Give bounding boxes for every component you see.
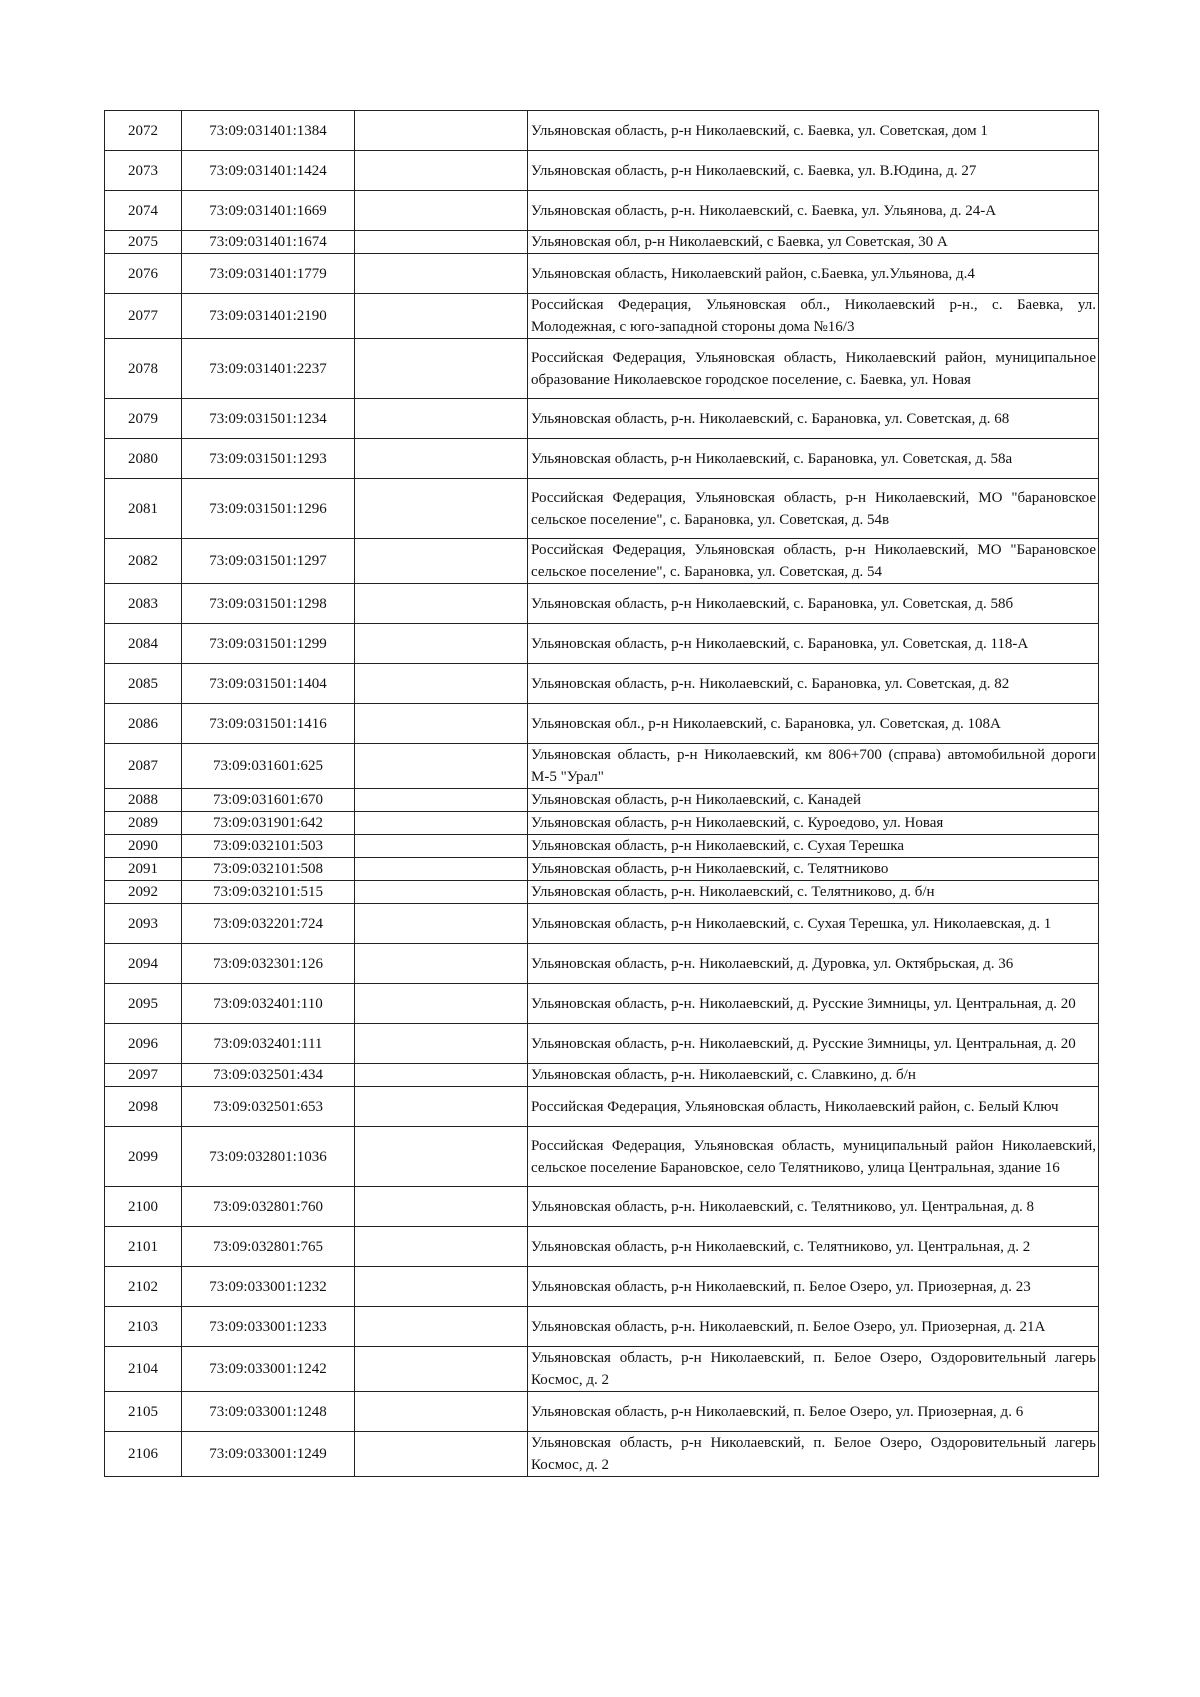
row-number: 2105 [105, 1392, 182, 1432]
table-row [105, 231, 1099, 254]
table-row [105, 744, 1099, 789]
address-cell: Российская Федерация, Ульяновская область, р-н Николаевский, МО "Барановское сельское поселение", с. Барановка, ул. Советская, д. 54 [528, 539, 1099, 584]
table-row [105, 789, 1099, 812]
cadastral-number: 73:09:033001:1233 [182, 1307, 355, 1347]
row-number: 2087 [105, 744, 182, 789]
address-cell: Ульяновская область, Николаевский район, с.Баевка, ул.Ульянова, д.4 [528, 254, 1099, 294]
address-cell: Ульяновская область, р-н Николаевский, п. Белое Озеро, ул. Приозерная, д. 6 [528, 1392, 1099, 1432]
address-cell: Ульяновская область, р-н Николаевский, с. Баевка, ул. В.Юдина, д. 27 [528, 151, 1099, 191]
row-number: 2100 [105, 1187, 182, 1227]
table-row [105, 944, 1099, 984]
empty-cell [355, 231, 528, 254]
address-cell: Ульяновская область, р-н. Николаевский, с. Славкино, д. б/н [528, 1064, 1099, 1087]
empty-cell [355, 1392, 528, 1432]
cadastral-number: 73:09:032401:111 [182, 1024, 355, 1064]
address-cell: Ульяновская область, р-н. Николаевский, п. Белое Озеро, ул. Приозерная, д. 21А [528, 1307, 1099, 1347]
row-number: 2080 [105, 439, 182, 479]
address-cell: Ульяновская область, р-н Николаевский, п. Белое Озеро, Оздоровительный лагерь Космос, д. 2 [528, 1432, 1099, 1477]
empty-cell [355, 744, 528, 789]
row-number: 2089 [105, 812, 182, 835]
empty-cell [355, 1347, 528, 1392]
cadastral-number: 73:09:031401:1384 [182, 111, 355, 151]
table-row [105, 624, 1099, 664]
empty-cell [355, 1432, 528, 1477]
cadastral-number: 73:09:032301:126 [182, 944, 355, 984]
cadastral-number: 73:09:031401:1674 [182, 231, 355, 254]
address-cell: Ульяновская область, р-н Николаевский, с. Баевка, ул. Советская, дом 1 [528, 111, 1099, 151]
empty-cell [355, 1267, 528, 1307]
empty-cell [355, 151, 528, 191]
row-number: 2077 [105, 294, 182, 339]
cadastral-number: 73:09:031501:1296 [182, 479, 355, 539]
address-cell: Ульяновская обл., р-н Николаевский, с. Барановка, ул. Советская, д. 108А [528, 704, 1099, 744]
row-number: 2083 [105, 584, 182, 624]
empty-cell [355, 858, 528, 881]
row-number: 2098 [105, 1087, 182, 1127]
address-cell: Ульяновская область, р-н Николаевский, п. Белое Озеро, Оздоровительный лагерь Космос, д. 2 [528, 1347, 1099, 1392]
empty-cell [355, 1187, 528, 1227]
empty-cell [355, 479, 528, 539]
table-row [105, 479, 1099, 539]
table-row [105, 835, 1099, 858]
cadastral-number: 73:09:032201:724 [182, 904, 355, 944]
table-row [105, 399, 1099, 439]
row-number: 2073 [105, 151, 182, 191]
empty-cell [355, 399, 528, 439]
register-table-body [105, 111, 1099, 1477]
table-row [105, 904, 1099, 944]
row-number: 2086 [105, 704, 182, 744]
row-number: 2093 [105, 904, 182, 944]
cadastral-number: 73:09:031901:642 [182, 812, 355, 835]
cadastral-number: 73:09:032101:503 [182, 835, 355, 858]
address-cell: Ульяновская область, р-н Николаевский, с. Барановка, ул. Советская, д. 118-А [528, 624, 1099, 664]
table-row [105, 294, 1099, 339]
address-cell: Ульяновская область, р-н Николаевский, с. Барановка, ул. Советская, д. 58б [528, 584, 1099, 624]
cadastral-number: 73:09:032501:434 [182, 1064, 355, 1087]
empty-cell [355, 111, 528, 151]
empty-cell [355, 294, 528, 339]
row-number: 2099 [105, 1127, 182, 1187]
address-cell: Ульяновская область, р-н. Николаевский, с. Барановка, ул. Советская, д. 68 [528, 399, 1099, 439]
empty-cell [355, 1307, 528, 1347]
table-row [105, 584, 1099, 624]
table-row [105, 439, 1099, 479]
address-cell: Ульяновская область, р-н. Николаевский, с. Барановка, ул. Советская, д. 82 [528, 664, 1099, 704]
address-cell: Ульяновская область, р-н Николаевский, с. Телятниково, ул. Центральная, д. 2 [528, 1227, 1099, 1267]
empty-cell [355, 1087, 528, 1127]
table-row [105, 1024, 1099, 1064]
cadastral-number: 73:09:032101:508 [182, 858, 355, 881]
table-row [105, 704, 1099, 744]
table-row [105, 151, 1099, 191]
address-cell: Российская Федерация, Ульяновская область, Николаевский район, с. Белый Ключ [528, 1087, 1099, 1127]
row-number: 2081 [105, 479, 182, 539]
cadastral-number: 73:09:032801:760 [182, 1187, 355, 1227]
table-row [105, 664, 1099, 704]
row-number: 2088 [105, 789, 182, 812]
cadastral-number: 73:09:031401:1669 [182, 191, 355, 231]
table-row [105, 1227, 1099, 1267]
cadastral-number: 73:09:031501:1234 [182, 399, 355, 439]
row-number: 2094 [105, 944, 182, 984]
cadastral-number: 73:09:033001:1232 [182, 1267, 355, 1307]
cadastral-number: 73:09:031401:2190 [182, 294, 355, 339]
cadastral-number: 73:09:031601:625 [182, 744, 355, 789]
address-cell: Ульяновская область, р-н. Николаевский, д. Дуровка, ул. Октябрьская, д. 36 [528, 944, 1099, 984]
cadastral-number: 73:09:032801:1036 [182, 1127, 355, 1187]
address-cell: Российская Федерация, Ульяновская область, р-н Николаевский, МО "барановское сельское поселение", с. Барановка, ул. Советская, д. 54в [528, 479, 1099, 539]
address-cell: Российская Федерация, Ульяновская область, муниципальный район Николаевский, сельское поселение Барановское, село Телятниково, улица Центральная, здание 16 [528, 1127, 1099, 1187]
address-cell: Ульяновская область, р-н Николаевский, км 806+700 (справа) автомобильной дороги М-5 "Урал" [528, 744, 1099, 789]
address-cell: Ульяновская область, р-н Николаевский, с. Барановка, ул. Советская, д. 58а [528, 439, 1099, 479]
cadastral-number: 73:09:031501:1299 [182, 624, 355, 664]
empty-cell [355, 439, 528, 479]
address-cell: Ульяновская область, р-н Николаевский, с. Сухая Терешка [528, 835, 1099, 858]
row-number: 2096 [105, 1024, 182, 1064]
cadastral-number: 73:09:032501:653 [182, 1087, 355, 1127]
cadastral-number: 73:09:031501:1298 [182, 584, 355, 624]
row-number: 2075 [105, 231, 182, 254]
row-number: 2078 [105, 339, 182, 399]
empty-cell [355, 881, 528, 904]
empty-cell [355, 539, 528, 584]
address-cell: Ульяновская область, р-н. Николаевский, с. Телятниково, д. б/н [528, 881, 1099, 904]
row-number: 2090 [105, 835, 182, 858]
empty-cell [355, 812, 528, 835]
empty-cell [355, 984, 528, 1024]
empty-cell [355, 254, 528, 294]
table-row [105, 1347, 1099, 1392]
address-cell: Ульяновская область, р-н Николаевский, с. Телятниково [528, 858, 1099, 881]
cadastral-number: 73:09:031401:2237 [182, 339, 355, 399]
table-row [105, 111, 1099, 151]
empty-cell [355, 1024, 528, 1064]
register-table [104, 110, 1099, 1477]
row-number: 2074 [105, 191, 182, 231]
row-number: 2091 [105, 858, 182, 881]
row-number: 2097 [105, 1064, 182, 1087]
address-cell: Ульяновская область, р-н Николаевский, с. Куроедово, ул. Новая [528, 812, 1099, 835]
row-number: 2072 [105, 111, 182, 151]
row-number: 2076 [105, 254, 182, 294]
table-row [105, 858, 1099, 881]
empty-cell [355, 904, 528, 944]
cadastral-number: 73:09:032101:515 [182, 881, 355, 904]
address-cell: Ульяновская область, р-н Николаевский, с. Канадей [528, 789, 1099, 812]
row-number: 2106 [105, 1432, 182, 1477]
row-number: 2079 [105, 399, 182, 439]
empty-cell [355, 624, 528, 664]
empty-cell [355, 1127, 528, 1187]
table-row [105, 1187, 1099, 1227]
row-number: 2103 [105, 1307, 182, 1347]
empty-cell [355, 789, 528, 812]
address-cell: Ульяновская область, р-н. Николаевский, д. Русские Зимницы, ул. Центральная, д. 20 [528, 984, 1099, 1024]
empty-cell [355, 339, 528, 399]
address-cell: Ульяновская область, р-н. Николаевский, д. Русские Зимницы, ул. Центральная, д. 20 [528, 1024, 1099, 1064]
table-row [105, 1064, 1099, 1087]
cadastral-number: 73:09:033001:1242 [182, 1347, 355, 1392]
table-row [105, 881, 1099, 904]
row-number: 2101 [105, 1227, 182, 1267]
address-cell: Ульяновская область, р-н. Николаевский, с. Баевка, ул. Ульянова, д. 24-А [528, 191, 1099, 231]
cadastral-number: 73:09:031401:1779 [182, 254, 355, 294]
cadastral-number: 73:09:033001:1248 [182, 1392, 355, 1432]
table-row [105, 1087, 1099, 1127]
row-number: 2092 [105, 881, 182, 904]
row-number: 2082 [105, 539, 182, 584]
empty-cell [355, 704, 528, 744]
empty-cell [355, 944, 528, 984]
table-row [105, 1127, 1099, 1187]
row-number: 2102 [105, 1267, 182, 1307]
address-cell: Российская Федерация, Ульяновская область, Николаевский район, муниципальное образование Николаевское городское поселение, с. Баевка, ул. Новая [528, 339, 1099, 399]
empty-cell [355, 1227, 528, 1267]
empty-cell [355, 191, 528, 231]
cadastral-number: 73:09:032401:110 [182, 984, 355, 1024]
table-row [105, 1307, 1099, 1347]
row-number: 2104 [105, 1347, 182, 1392]
cadastral-number: 73:09:033001:1249 [182, 1432, 355, 1477]
cadastral-number: 73:09:031501:1416 [182, 704, 355, 744]
row-number: 2095 [105, 984, 182, 1024]
cadastral-number: 73:09:031501:1404 [182, 664, 355, 704]
empty-cell [355, 664, 528, 704]
cadastral-number: 73:09:031401:1424 [182, 151, 355, 191]
row-number: 2084 [105, 624, 182, 664]
empty-cell [355, 584, 528, 624]
empty-cell [355, 835, 528, 858]
empty-cell [355, 1064, 528, 1087]
address-cell: Российская Федерация, Ульяновская обл., Николаевский р-н., с. Баевка, ул. Молодежная, с юго-западной стороны дома №16/3 [528, 294, 1099, 339]
table-row [105, 1392, 1099, 1432]
cadastral-number: 73:09:031501:1293 [182, 439, 355, 479]
table-row [105, 1432, 1099, 1477]
cadastral-number: 73:09:032801:765 [182, 1227, 355, 1267]
address-cell: Ульяновская область, р-н Николаевский, п. Белое Озеро, ул. Приозерная, д. 23 [528, 1267, 1099, 1307]
address-cell: Ульяновская область, р-н Николаевский, с. Сухая Терешка, ул. Николаевская, д. 1 [528, 904, 1099, 944]
table-row [105, 812, 1099, 835]
table-row [105, 339, 1099, 399]
table-row [105, 984, 1099, 1024]
row-number: 2085 [105, 664, 182, 704]
table-row [105, 539, 1099, 584]
cadastral-number: 73:09:031601:670 [182, 789, 355, 812]
address-cell: Ульяновская обл, р-н Николаевский, с Баевка, ул Советская, 30 А [528, 231, 1099, 254]
table-row [105, 191, 1099, 231]
address-cell: Ульяновская область, р-н. Николаевский, с. Телятниково, ул. Центральная, д. 8 [528, 1187, 1099, 1227]
table-row [105, 254, 1099, 294]
cadastral-number: 73:09:031501:1297 [182, 539, 355, 584]
table-row [105, 1267, 1099, 1307]
